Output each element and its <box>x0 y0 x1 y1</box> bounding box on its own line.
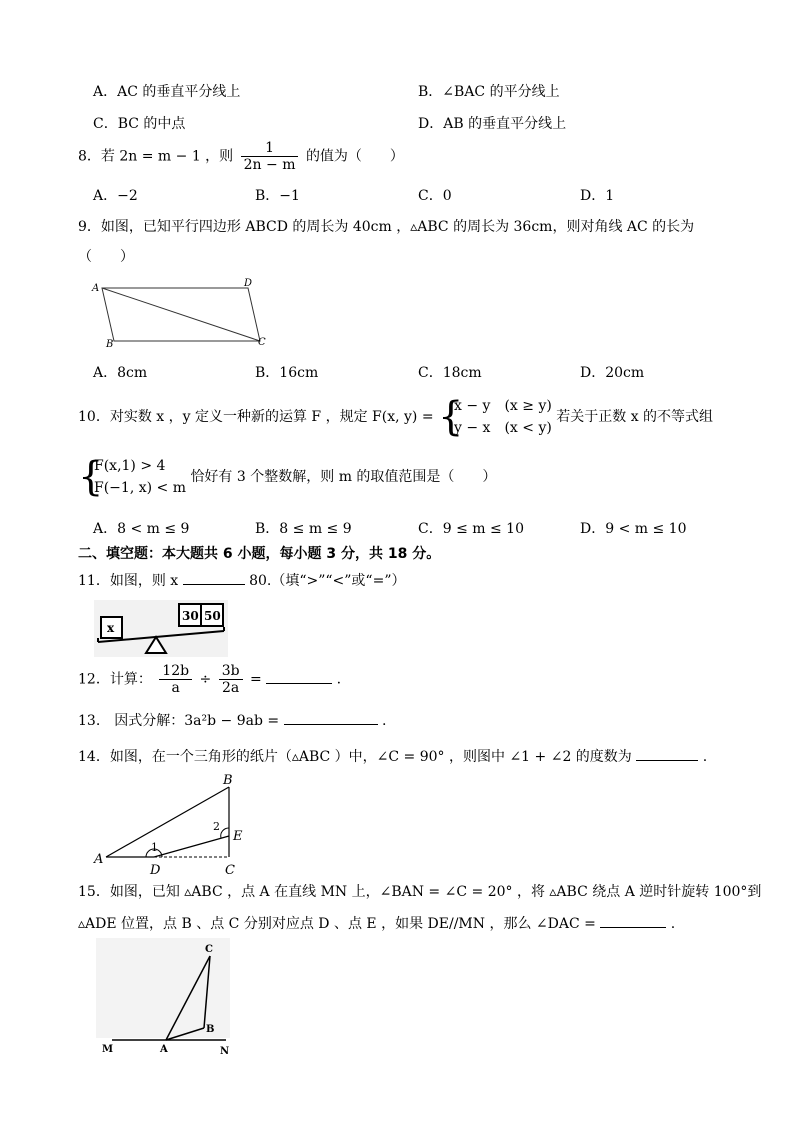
q8-prefix: 8．若 2n = m − 1 ，则 <box>78 148 234 165</box>
question-15-line-1: 15．如图，已知 ▵ABC ，点 A 在直线 MN 上，∠BAN = ∠C = 20° ，将 ▵ABC 绕点 A 逆时针旋转 100°到 <box>78 884 762 900</box>
q14-answer-blank[interactable] <box>636 746 698 761</box>
q10-piecewise <box>438 395 552 439</box>
q10-option-a: A．8 < m ≤ 9 <box>93 521 190 537</box>
q9-paren: （ ） <box>78 249 134 265</box>
q8-option-b: B．−1 <box>255 188 300 204</box>
q14-label-b: B <box>223 773 233 788</box>
q9-option-d: D．20cm <box>580 365 645 381</box>
q10-case-2: y − x (x < y) <box>454 420 552 436</box>
q12-fraction-2 <box>219 663 243 696</box>
q12-denominator-1: a <box>171 680 180 696</box>
q14-label-d: D <box>150 863 161 878</box>
q15-label-n: N <box>220 1046 230 1057</box>
q15-label-b: B <box>206 1024 215 1035</box>
q10-case-1: x − y (x ≥ y) <box>454 398 552 414</box>
q14-label-a: A <box>94 852 104 867</box>
q10-inequality-system <box>78 455 186 499</box>
q8-suffix: 的值为（ ） <box>305 148 404 165</box>
q7-option-c: C．BC 的中点 <box>93 116 186 132</box>
q12-end: . <box>336 671 342 688</box>
question-11 <box>78 570 405 591</box>
q10-brace-icon: { <box>438 394 464 440</box>
q8-option-d: D．1 <box>580 188 615 204</box>
question-8 <box>78 140 404 173</box>
q11-prefix: 11．如图，则 x <box>78 573 179 589</box>
q13-prefix: 13. 因式分解：3a²b − 9ab = <box>78 713 280 729</box>
q11-box-x: x <box>107 621 115 635</box>
q10-option-d: D．9 < m ≤ 10 <box>580 521 687 537</box>
q14-text: 14．如图，在一个三角形的纸片（▵ABC ）中，∠C = 90° ，则图中 ∠1 + ∠2 的度数为 <box>78 749 632 765</box>
q9-option-a: A．8cm <box>93 365 148 381</box>
q10-ineq-2: F(−1, x) < m <box>94 480 186 496</box>
q8-fraction <box>241 140 299 173</box>
q13-answer-blank[interactable] <box>284 710 378 725</box>
q10-prefix: 10．对实数 x ，y 定义一种新的运算 F ，规定 F(x, y) = <box>78 409 434 425</box>
q7-option-a: A．AC 的垂直平分线上 <box>93 84 241 100</box>
q7-option-b: B．∠BAC 的平分线上 <box>418 84 560 100</box>
q9-label-a: A <box>92 283 100 294</box>
q8-option-c: C．0 <box>418 188 452 204</box>
question-12 <box>78 663 341 696</box>
q14-triangle-figure <box>90 770 250 880</box>
q11-weight-50: 50 <box>204 609 221 623</box>
q13-end: . <box>382 713 387 729</box>
q10-system-suffix: 恰好有 3 个整数解，则 m 的取值范围是（ ） <box>190 469 497 485</box>
q12-denominator-2: 2a <box>222 680 240 696</box>
q14-angle-1: 1 <box>151 841 158 854</box>
q11-weight-30: 30 <box>182 609 199 623</box>
q15-label-m: M <box>102 1044 114 1055</box>
q11-answer-blank[interactable] <box>183 570 245 585</box>
q12-numerator-1: 12b <box>159 663 192 680</box>
q14-angle-2: 2 <box>213 820 220 833</box>
q12-equals: = <box>250 671 262 688</box>
q14-label-e: E <box>233 829 243 844</box>
q10-ineq-1: F(x,1) > 4 <box>94 458 166 474</box>
q15-answer-blank[interactable] <box>600 913 666 928</box>
q12-answer-blank[interactable] <box>266 669 332 684</box>
q11-balance-figure <box>94 600 228 657</box>
question-10 <box>78 395 713 439</box>
q10-option-c: C．9 ≤ m ≤ 10 <box>418 521 524 537</box>
q14-label-c: C <box>225 863 235 878</box>
q8-option-a: A．−2 <box>93 188 138 204</box>
q12-operator: ÷ <box>199 671 212 688</box>
q9-label-b: B <box>106 339 114 350</box>
q8-numerator: 1 <box>241 140 299 157</box>
q15-rotation-figure <box>96 938 236 1058</box>
q8-denominator: 2n − m <box>243 157 296 173</box>
q9-parallelogram-figure <box>88 275 278 350</box>
section-2-heading: 二、填空题：本大题共 6 小题，每小题 3 分，共 18 分。 <box>78 546 441 562</box>
q11-suffix: 80.（填“>”“<”或“=”） <box>249 573 406 589</box>
q15-line-2-text: ▵ADE 位置，点 B 、点 C 分别对应点 D 、点 E ，如果 DE//MN ，那么 ∠DAC = <box>78 916 596 932</box>
q9-option-c: C．18cm <box>418 365 482 381</box>
q10-system-brace-icon: { <box>78 454 104 500</box>
q12-numerator-2: 3b <box>219 663 243 680</box>
q12-fraction-1 <box>159 663 192 696</box>
q15-end: . <box>670 916 676 932</box>
question-13 <box>78 710 386 731</box>
q15-label-a: A <box>160 1044 168 1055</box>
q7-option-d: D．AB 的垂直平分线上 <box>418 116 567 132</box>
q9-option-b: B．16cm <box>255 365 319 381</box>
q15-label-c: C <box>205 944 213 955</box>
q10-suffix: 若关于正数 x 的不等式组 <box>556 409 714 425</box>
question-9: 9．如图，已知平行四边形 ABCD 的周长为 40cm ，▵ABC 的周长为 36cm，则对角线 AC 的长为 <box>78 219 695 235</box>
q9-label-c: C <box>258 337 266 348</box>
q12-prefix: 12．计算： <box>78 671 152 688</box>
q14-end: . <box>702 749 708 765</box>
q10-option-b: B．8 ≤ m ≤ 9 <box>255 521 352 537</box>
q10-system <box>78 455 496 499</box>
question-15-line-2 <box>78 913 675 934</box>
q9-label-d: D <box>244 278 253 289</box>
question-14 <box>78 746 707 767</box>
